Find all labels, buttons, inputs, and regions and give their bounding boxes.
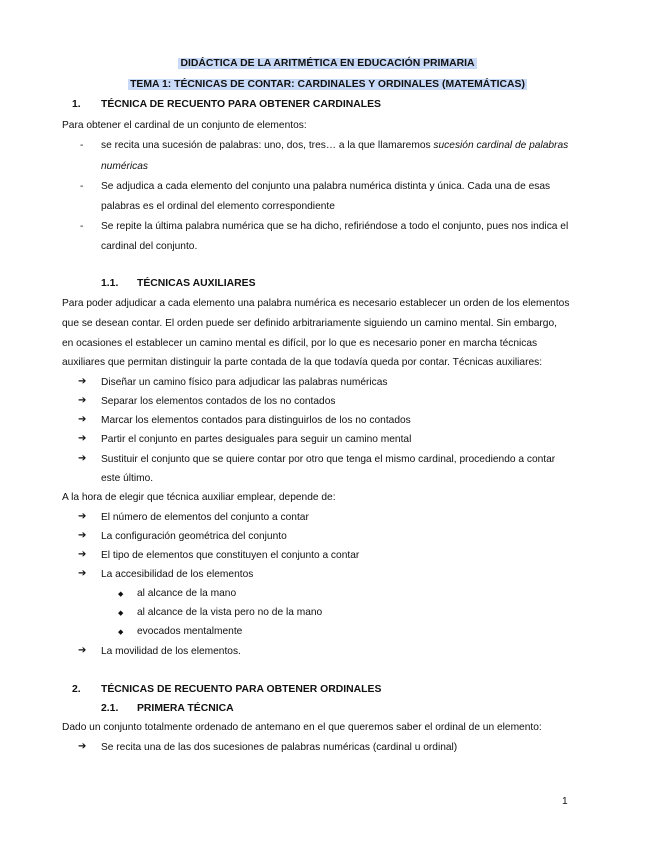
arrow-bullet-icon: ➔ bbox=[78, 741, 87, 752]
list-item: Se recita una de las dos sucesiones de palabras numéricas (cardinal u ordinal) bbox=[101, 742, 458, 753]
list-item: al alcance de la vista pero no de la mano bbox=[137, 607, 323, 618]
list-item: Sustituir el conjunto que se quiere contar por otro que tenga el mismo cardinal, procediendo a contar bbox=[101, 454, 556, 465]
subsection-2-1-number: 2.1. bbox=[101, 703, 119, 714]
arrow-bullet-icon: ➔ bbox=[78, 645, 87, 656]
section-2-number: 2. bbox=[72, 684, 81, 695]
paragraph-line: que se desean contar. El orden puede ser definido arbitrariamente siguiendo un camino mental. Sin embargo, bbox=[62, 318, 557, 329]
section-1-intro: Para obtener el cardinal de un conjunto de elementos: bbox=[62, 120, 307, 131]
list-item: El tipo de elementos que constituyen el conjunto a contar bbox=[101, 550, 360, 561]
arrow-bullet-icon: ➔ bbox=[78, 433, 87, 444]
paragraph-line: A la hora de elegir que técnica auxiliar emplear, depende de: bbox=[62, 492, 336, 503]
paragraph-line: en ocasiones el establecer un camino mental es difícil, por lo que es necesario poner en marcha técnicas bbox=[62, 338, 538, 349]
list-item: La configuración geométrica del conjunto bbox=[101, 531, 287, 542]
arrow-bullet-icon: ➔ bbox=[78, 395, 87, 406]
list-item: al alcance de la mano bbox=[137, 588, 237, 599]
list-item: Partir el conjunto en partes desiguales para seguir un camino mental bbox=[101, 434, 412, 445]
list-item: Marcar los elementos contados para distinguirlos de los no contados bbox=[101, 415, 411, 426]
list-item: La accesibilidad de los elementos bbox=[101, 569, 254, 580]
subsection-1-1-heading: TÉCNICAS AUXILIARES bbox=[137, 278, 256, 289]
diamond-bullet-icon: ◆ bbox=[118, 610, 124, 617]
list-item: La movilidad de los elementos. bbox=[101, 646, 241, 657]
diamond-bullet-icon: ◆ bbox=[118, 629, 124, 636]
dash-bullet: - bbox=[80, 140, 84, 151]
list-item-continuation: numéricas bbox=[101, 161, 148, 172]
arrow-bullet-icon: ➔ bbox=[78, 511, 87, 522]
document-title: DIDÁCTICA DE LA ARITMÉTICA EN EDUCACIÓN PRIMARIA bbox=[180, 58, 475, 69]
paragraph-line: Dado un conjunto totalmente ordenado de antemano en el que queremos saber el ordinal de un elemento: bbox=[62, 722, 542, 733]
list-item: Se repite la última palabra numérica que se ha dicho, refiriéndose a todo el conjunto, pues nos indica el bbox=[101, 221, 569, 232]
list-item-continuation: cardinal del conjunto. bbox=[101, 241, 198, 252]
topic-title: TEMA 1: TÉCNICAS DE CONTAR: CARDINALES Y ORDINALES (MATEMÁTICAS) bbox=[130, 79, 525, 90]
list-item: El número de elementos del conjunto a contar bbox=[101, 512, 309, 523]
arrow-bullet-icon: ➔ bbox=[78, 453, 87, 464]
subsection-2-1-heading: PRIMERA TÉCNICA bbox=[137, 703, 234, 714]
dash-bullet: - bbox=[80, 181, 84, 192]
page-number: 1 bbox=[562, 796, 568, 807]
list-item: Diseñar un camino físico para adjudicar las palabras numéricas bbox=[101, 377, 388, 388]
arrow-bullet-icon: ➔ bbox=[78, 530, 87, 541]
diamond-bullet-icon: ◆ bbox=[118, 591, 124, 598]
arrow-bullet-icon: ➔ bbox=[78, 414, 87, 425]
list-item: Se adjudica a cada elemento del conjunto una palabra numérica distinta y única. Cada una de esas bbox=[101, 181, 551, 192]
subsection-1-1-number: 1.1. bbox=[101, 278, 119, 289]
arrow-bullet-icon: ➔ bbox=[78, 376, 87, 387]
dash-bullet: - bbox=[80, 221, 84, 232]
list-item-continuation: este último. bbox=[101, 473, 154, 484]
paragraph-line: Para poder adjudicar a cada elemento una palabra numérica es necesario establecer un orden de los elementos bbox=[62, 298, 570, 309]
arrow-bullet-icon: ➔ bbox=[78, 549, 87, 560]
section-1-heading: TÉCNICA DE RECUENTO PARA OBTENER CARDINALES bbox=[101, 99, 381, 110]
list-item: se recita una sucesión de palabras: uno, dos, tres… a la que llamaremos sucesión cardinal de palabras bbox=[101, 140, 569, 151]
section-1-number: 1. bbox=[72, 99, 81, 110]
paragraph-line: auxiliares que permitan distinguir la parte contada de la que todavía queda por contar. Técnicas auxiliares: bbox=[62, 357, 543, 368]
section-2-heading: TÉCNICAS DE RECUENTO PARA OBTENER ORDINALES bbox=[101, 684, 382, 695]
list-item: evocados mentalmente bbox=[137, 626, 243, 637]
list-item: Separar los elementos contados de los no contados bbox=[101, 396, 336, 407]
arrow-bullet-icon: ➔ bbox=[78, 568, 87, 579]
list-item-continuation: palabras es el ordinal del elemento correspondiente bbox=[101, 201, 335, 212]
